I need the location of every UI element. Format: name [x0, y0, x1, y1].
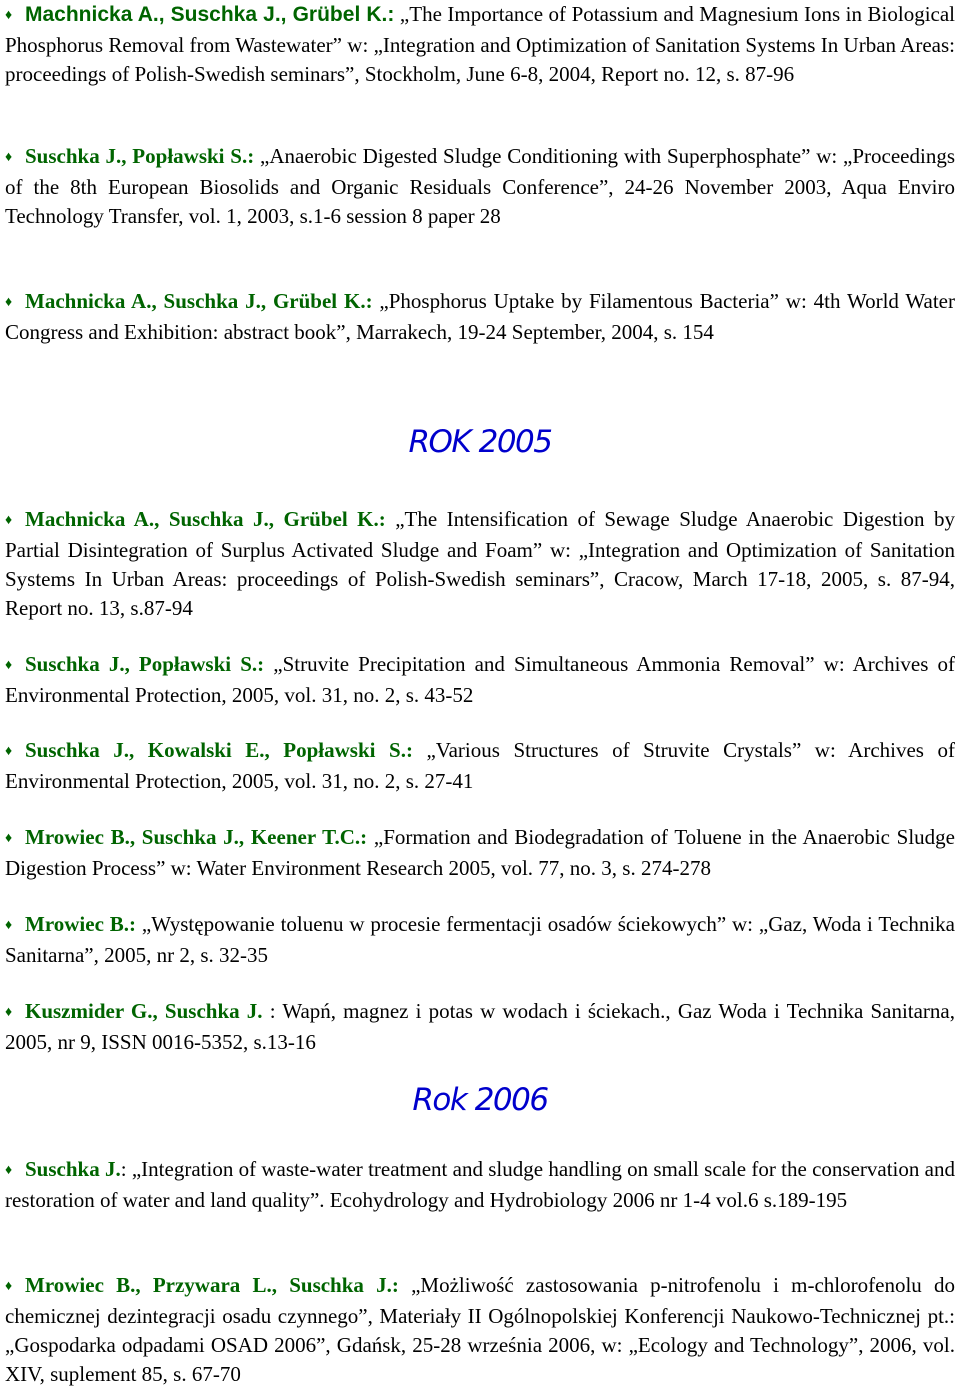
- year-heading-2005: ROK 2005: [408, 424, 552, 460]
- year-heading-2006: Rok 2006: [412, 1082, 548, 1118]
- entry-authors: Mrowiec B., Suschka J., Keener T.C.:: [25, 825, 368, 849]
- publication-entry: [5, 0, 955, 89]
- entry-text: „Various Structures of Struvite Crystals” w: Archives of Environmental Protection, 2005, vol. 31, no. 2, s. 27-41: [5, 738, 955, 793]
- diamond-bullet-icon: ♦: [5, 8, 13, 23]
- entry-text: „Formation and Biodegradation of Toluene in the Anaerobic Sludge Digestion Process” w: Water Environment Research 2005, vol. 77, no. 3, s. 274-278: [5, 825, 956, 880]
- publication-entry: [5, 142, 955, 231]
- entry-text: „Struvite Precipitation and Simultaneous Ammonia Removal” w: Archives of Environmental Protection, 2005, vol. 31, no. 2, s. 43-52: [5, 652, 956, 707]
- entry-text: „The Importance of Potassium and Magnesium Ions in Biological Phosphorus Removal from Wastewater” w: „Integration and Optimization of Sanitation Systems In Urban Areas: proceedings of Polish-Swedish seminars”, Stockholm, June 6-8, 2004, Report no. 12, s. 87-96: [5, 2, 956, 86]
- diamond-bullet-icon: ♦: [5, 513, 13, 528]
- publication-entry: [5, 1271, 955, 1389]
- publication-entry: [5, 997, 955, 1057]
- entry-authors: Suschka J.: [25, 1157, 121, 1181]
- entry-authors: Mrowiec B., Przywara L., Suschka J.:: [25, 1273, 399, 1297]
- entry-authors: Suschka J., Kowalski E., Popławski S.:: [25, 738, 413, 762]
- entry-text: „Występowanie toluenu w procesie fermentacji osadów ściekowych” w: „Gaz, Woda i Technika Sanitarna”, 2005, nr 2, s. 32-35: [5, 912, 956, 967]
- diamond-bullet-icon: ♦: [5, 744, 13, 759]
- diamond-bullet-icon: ♦: [5, 918, 13, 933]
- entry-text: : Wapń, magnez i potas w wodach i ściekach., Gaz Woda i Technika Sanitarna, 2005, nr 9, ISSN 0016-5352, s.13-16: [5, 999, 955, 1054]
- entry-text: „Możliwość zastosowania p-nitrofenolu i m-chlorofenolu do chemicznej dezintegracji osadu czynnego”, Materiały II Ogólnopolskiej Konferencji Naukowo-Technicznej pt.: „Gospodarka odpadami OSAD 2006”, Gdańsk, 25-28 września 2006, w: „Ecology and Technology”, 2006, vol. XIV, suplement 85, s. 67-70: [5, 1273, 955, 1386]
- publication-entry: [5, 287, 955, 347]
- diamond-bullet-icon: ♦: [5, 1163, 13, 1178]
- publication-entry: [5, 1155, 955, 1215]
- publication-entry: [5, 736, 955, 796]
- publication-entry: [5, 823, 955, 883]
- publication-entry: [5, 650, 955, 710]
- entry-text: „Anaerobic Digested Sludge Conditioning with Superphosphate” w: „Proceedings of the 8th European Biosolids and Organic Residuals Conference”, 24-26 November 2003, Aqua Enviro Technology Transfer, vol. 1, 2003, s.1-6 session 8 paper 28: [5, 144, 955, 228]
- diamond-bullet-icon: ♦: [5, 831, 13, 846]
- diamond-bullet-icon: ♦: [5, 1005, 13, 1020]
- diamond-bullet-icon: ♦: [5, 658, 13, 673]
- entry-authors: Machnicka A., Suschka J., Grübel K.:: [25, 3, 395, 26]
- publication-entry: [5, 505, 955, 623]
- entry-authors: Machnicka A., Suschka J., Grübel K.:: [25, 507, 386, 531]
- entry-text: „The Intensification of Sewage Sludge Anaerobic Digestion by Partial Disintegration of Surplus Activated Sludge and Foam” w: „Integration and Optimization of Sanitation Systems In Urban Areas: proceedings of Polish-Swedish seminars”, Cracow, March 17-18, 2005, s. 87-94, Report no. 13, s.87-94: [5, 507, 955, 620]
- entry-authors: Machnicka A., Suschka J., Grübel K.:: [25, 289, 373, 313]
- diamond-bullet-icon: ♦: [5, 1279, 13, 1294]
- entry-authors: Mrowiec B.:: [25, 912, 137, 936]
- diamond-bullet-icon: ♦: [5, 150, 13, 165]
- entry-authors: Kuszmider G., Suschka J.: [25, 999, 263, 1023]
- diamond-bullet-icon: ♦: [5, 295, 13, 310]
- entry-text: „Phosphorus Uptake by Filamentous Bacteria” w: 4th World Water Congress and Exhibition: abstract book”, Marrakech, 19-24 September, 2004, s. 154: [5, 289, 955, 344]
- publication-entry: [5, 910, 955, 970]
- entry-text: : „Integration of waste-water treatment and sludge handling on small scale for the conservation and restoration of water and land quality”. Ecohydrology and Hydrobiology 2006 nr 1-4 vol.6 s.189-195: [5, 1157, 955, 1212]
- entry-authors: Suschka J., Popławski S.:: [25, 652, 265, 676]
- entry-authors: Suschka J., Popławski S.:: [25, 144, 255, 168]
